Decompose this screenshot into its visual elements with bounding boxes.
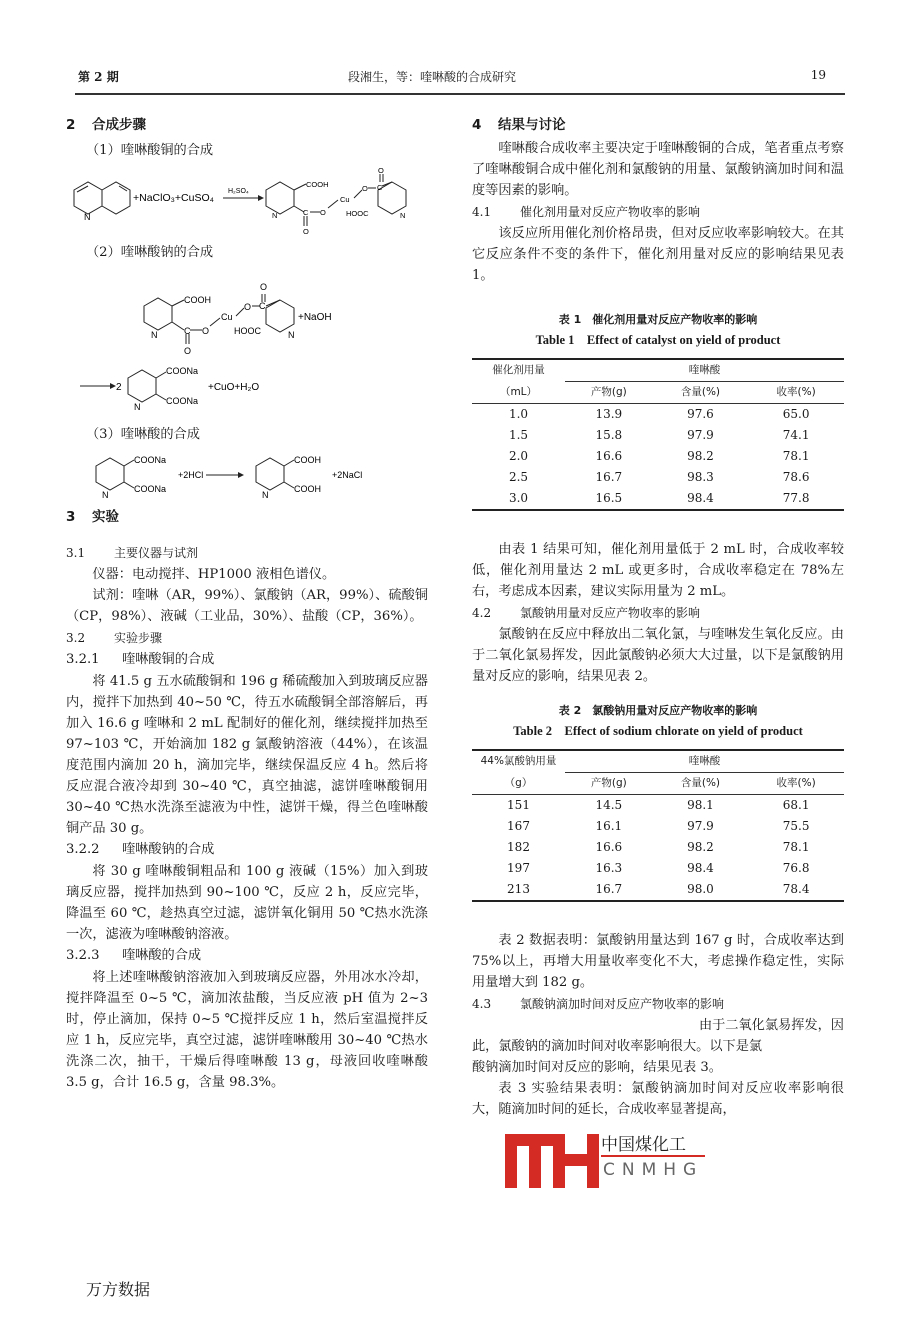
svg-text:O: O: [303, 227, 309, 236]
watermark-cn-text: 中国煤化工: [601, 1130, 686, 1155]
table-1-col0-header: 催化剂用量: [472, 359, 565, 382]
svg-text:Cu: Cu: [221, 312, 233, 322]
svg-text:C: C: [303, 208, 309, 217]
eq1-n-label: N: [84, 212, 91, 222]
subsection-4-1-heading: 4.1 催化剂用量对反应产物收率的影响: [472, 205, 701, 219]
table-row: 2.5 16.7 98.3 78.6: [508, 470, 810, 484]
header-rule: [75, 93, 845, 95]
dropping-time-line-3: 酸钠滴加时间对反应的影响，结果见表 3。: [472, 1060, 722, 1075]
table-2-col0-header: 44%氯酸钠用量: [472, 750, 565, 773]
svg-text:O: O: [320, 208, 326, 217]
eq3-coona-1: COONa: [134, 455, 167, 465]
subsection-3-2-heading: 3.2 实验步骤: [66, 631, 163, 645]
eq2-products: +CuO+H₂O: [208, 382, 260, 393]
sodium-chlorate-paragraph: 氯酸钠在反应中释放出二氧化氯，与喹啉发生氧化反应。由于二氧化氯易挥发，因此氯酸钠必须大大过量，以下是氯酸钠用量对反应的影响，结果见表 2。: [472, 627, 844, 684]
eq3-coona-2: COONa: [134, 484, 167, 494]
table-row: 1.0 13.9 97.6 65.0: [508, 407, 810, 421]
step-2-title: （2）喹啉酸钠的合成: [86, 245, 214, 260]
eq1-catalyst: H₂SO₄: [228, 188, 249, 195]
svg-text:O: O: [260, 282, 268, 292]
table-2-caption-cn: 表 2 氯酸钠用量对反应产物收率的影响: [558, 704, 758, 717]
svg-text:O: O: [378, 168, 384, 175]
table-row: 213 16.7 98.0 78.4: [472, 879, 844, 901]
page-number: 19: [810, 68, 826, 82]
eq2-naoh: +NaOH: [298, 312, 332, 323]
eq3-nacl: +2NaCl: [332, 470, 363, 480]
subsection-4-2-heading: 4.2 氯酸钠用量对反应产物收率的影响: [472, 606, 701, 620]
reagents-text: 试剂：喹啉（AR，99%）、氯酸钠（AR，99%）、硫酸铜（CP，98%）、液碱（工业品，30%）、盐酸（CP，36%）。: [66, 588, 428, 624]
svg-text:N: N: [262, 490, 269, 500]
table-1-group-header: 喹啉酸: [565, 359, 844, 382]
eq1-cu: Cu: [340, 195, 350, 204]
table-1-discussion: 由表 1 结果可知，催化剂用量低于 2 mL 时，合成收率较低，催化剂用量达 2 mL 或更多时，合成收率稳定在 78%左右，考虑成本因素，建议实际用量为 2 mL。: [472, 542, 844, 599]
table-2-col0-unit: （g）: [472, 773, 565, 795]
reaction-scheme-1: [66, 168, 428, 240]
table-row: 2.0 16.6 98.2 78.1: [508, 449, 810, 463]
reaction-scheme-3: [66, 448, 428, 504]
section-3-heading: 3 实验: [66, 509, 119, 525]
step-3-title: （3）喹啉酸的合成: [86, 427, 200, 442]
svg-text:N: N: [151, 330, 158, 340]
running-header: [40, 66, 824, 90]
subsection-3-2-1-heading: 3.2.1 喹啉酸铜的合成: [66, 652, 215, 667]
table-row: 167 16.1 97.9 75.5: [507, 819, 810, 833]
dropping-time-line-1: 由于二氧化氯易挥发，因: [698, 1018, 844, 1033]
watermark-underline: [601, 1155, 705, 1157]
svg-text:O: O: [202, 326, 210, 336]
running-title: 段湘生，等：喹啉酸的合成研究: [347, 70, 516, 84]
table-row: 182 16.6 98.2 78.1: [507, 840, 810, 854]
table-2-caption-en: Table 2 Effect of sodium chlorate on yield of product: [513, 724, 803, 738]
eq3-cooh-1: COOH: [294, 455, 321, 465]
section-4-intro: 喹啉酸合成收率主要决定于喹啉酸铜的合成，笔者重点考察了喹啉酸铜合成中催化剂和氯酸钠的用量、氯酸钠滴加时间和温度等因素的影响。: [472, 141, 844, 198]
eq3-hcl: +2HCl: [178, 470, 204, 480]
svg-text:COOH: COOH: [184, 295, 211, 305]
mh-logo-icon: [505, 1128, 601, 1188]
table-1-col-header: 产物(g): [565, 382, 653, 404]
table-2-group-header: 喹啉酸: [565, 750, 844, 773]
table-2-col-header: 产物(g): [565, 773, 653, 795]
table-1-col-header: 收率(%): [748, 382, 844, 404]
instruments-text: 仪器：电动搅拌、HP1000 液相色谱仪。: [92, 567, 336, 582]
copper-quinolinate-procedure: 将 41.5 g 五水硫酸铜和 196 g 稀硫酸加入到玻璃反应器内，搅拌下加热到 40~50 ℃，待五水硫酸铜全部溶解后，再加入 16.6 g 喹啉和 2 mL 配制好的催化剂，继续搅拌加热至 97~103 ℃，开始滴加 182 g 氯酸钠溶液（44%），在该温度范围内滴加 20 h，滴加完毕，继续保温反应 4 h。然后将反应混合液冷却到 30~40 ℃，真空抽滤，滤饼喹啉酸铜用 30~40 ℃热水洗涤至滤液为中性，滤饼干燥，得兰色喹啉酸铜产品 30 g。: [66, 674, 428, 836]
table-1-caption-en: Table 1 Effect of catalyst on yield of product: [535, 333, 781, 347]
reaction-scheme-2: [66, 266, 428, 416]
section-4-heading: 4 结果与讨论: [472, 117, 566, 133]
section-2-heading: 2 合成步骤: [66, 117, 146, 133]
svg-text:N: N: [102, 490, 109, 500]
svg-text:N: N: [134, 402, 141, 412]
eq1-cooh: COOH: [306, 180, 329, 189]
svg-text:HOOC: HOOC: [234, 326, 261, 336]
svg-text:C: C: [259, 301, 266, 311]
svg-text:C: C: [184, 326, 191, 336]
cu-complex-left-ring: [266, 174, 406, 226]
eq3-cooh-2: COOH: [294, 484, 321, 494]
catalyst-paragraph: 该反应所用催化剂价格昂贵，但对反应收率影响较大。在其它反应条件不变的条件下，催化剂用量对反应的影响结果见表 1。: [472, 226, 844, 283]
subsection-3-1-heading: 3.1 主要仪器与试剂: [66, 546, 199, 560]
table-2-col-header: 含量(%): [653, 773, 749, 795]
source-footer: 万方数据: [86, 1280, 151, 1299]
svg-text:O: O: [184, 346, 192, 356]
svg-text:O: O: [362, 184, 368, 193]
svg-text:C: C: [377, 183, 383, 192]
table-1-caption-cn: 表 1 催化剂用量对反应产物收率的影响: [558, 313, 758, 326]
svg-text:N: N: [400, 211, 406, 220]
cnmhg-watermark: [505, 1128, 735, 1188]
svg-text:O: O: [244, 302, 252, 312]
sodium-quinolinate-procedure: 将 30 g 喹啉酸铜粗品和 100 g 液碱（15%）加入到玻璃反应器，搅拌加热到 90~100 ℃，反应 2 h，反应完毕，降温至 60 ℃，趁热真空过滤，滤饼氧化铜用 50 ℃热水洗涤一次，滤液为喹啉酸钠溶液。: [66, 864, 428, 942]
watermark-en-text: CNMHG: [603, 1160, 704, 1180]
table-2-col-header: 收率(%): [748, 773, 844, 795]
table-row: 3.0 16.5 98.4 77.8: [472, 488, 844, 510]
table-row: 1.5 15.8 97.9 74.1: [508, 428, 810, 442]
table-2-discussion: 表 2 数据表明：氯酸钠用量达到 167 g 时，合成收率达到 75%以上，再增大用量收率变化不大，考虑操作稳定性，实际用量增大到 182 g。: [472, 933, 844, 990]
subsection-4-3-heading: 4.3 氯酸钠滴加时间对反应产物收率的影响: [472, 997, 725, 1011]
left-column: [66, 112, 428, 1093]
eq2-coona-1: COONa: [166, 366, 199, 376]
svg-text:N: N: [288, 330, 295, 340]
table-1-col-header: 含量(%): [653, 382, 749, 404]
table-1-col0-unit: （mL）: [472, 382, 565, 404]
svg-text:N: N: [272, 211, 278, 220]
issue-label: 第 2 期: [78, 70, 119, 84]
dropping-time-line-2: 此，氯酸钠的滴加时间对收率影响很大。以下是氯: [472, 1039, 763, 1054]
right-column: [472, 112, 844, 1120]
table-row: 197 16.3 98.4 76.8: [507, 861, 810, 875]
eq2-coefficient: 2: [116, 382, 122, 393]
step-1-title: （1）喹啉酸铜的合成: [86, 143, 214, 158]
subsection-3-2-2-heading: 3.2.2 喹啉酸钠的合成: [66, 842, 215, 857]
table-1: [472, 358, 844, 511]
eq1-hooc: HOOC: [346, 209, 369, 218]
quinolinic-acid-procedure: 将上述喹啉酸钠溶液加入到玻璃反应器，外用冰水冷却，搅拌降温至 0~5 ℃，滴加浓盐酸，当反应液 pH 值为 2~3 时，停止滴加，保持 0~5 ℃搅拌反应 1 h，然后室温搅拌反应 1 h，反应完毕，真空过滤，滤饼喹啉酸用 30~40 ℃热水洗涤二次，抽干，干燥后得喹啉酸 13 g，母液回收喹啉酸 3.5 g，合计 16.5 g，含量 98.3%。: [66, 970, 428, 1090]
subsection-3-2-3-heading: 3.2.3 喹啉酸的合成: [66, 948, 202, 963]
table-3-discussion: 表 3 实验结果表明：氯酸钠滴加时间对反应收率影响很大，随滴加时间的延长，合成收率显著提高，: [472, 1081, 844, 1117]
table-row: 151 14.5 98.1 68.1: [507, 798, 810, 812]
quinoline-structure: [74, 182, 130, 214]
table-2: [472, 749, 844, 902]
eq1-reagents: +NaClO₃+CuSO₄: [133, 192, 214, 204]
eq2-coona-2: COONa: [166, 396, 199, 406]
